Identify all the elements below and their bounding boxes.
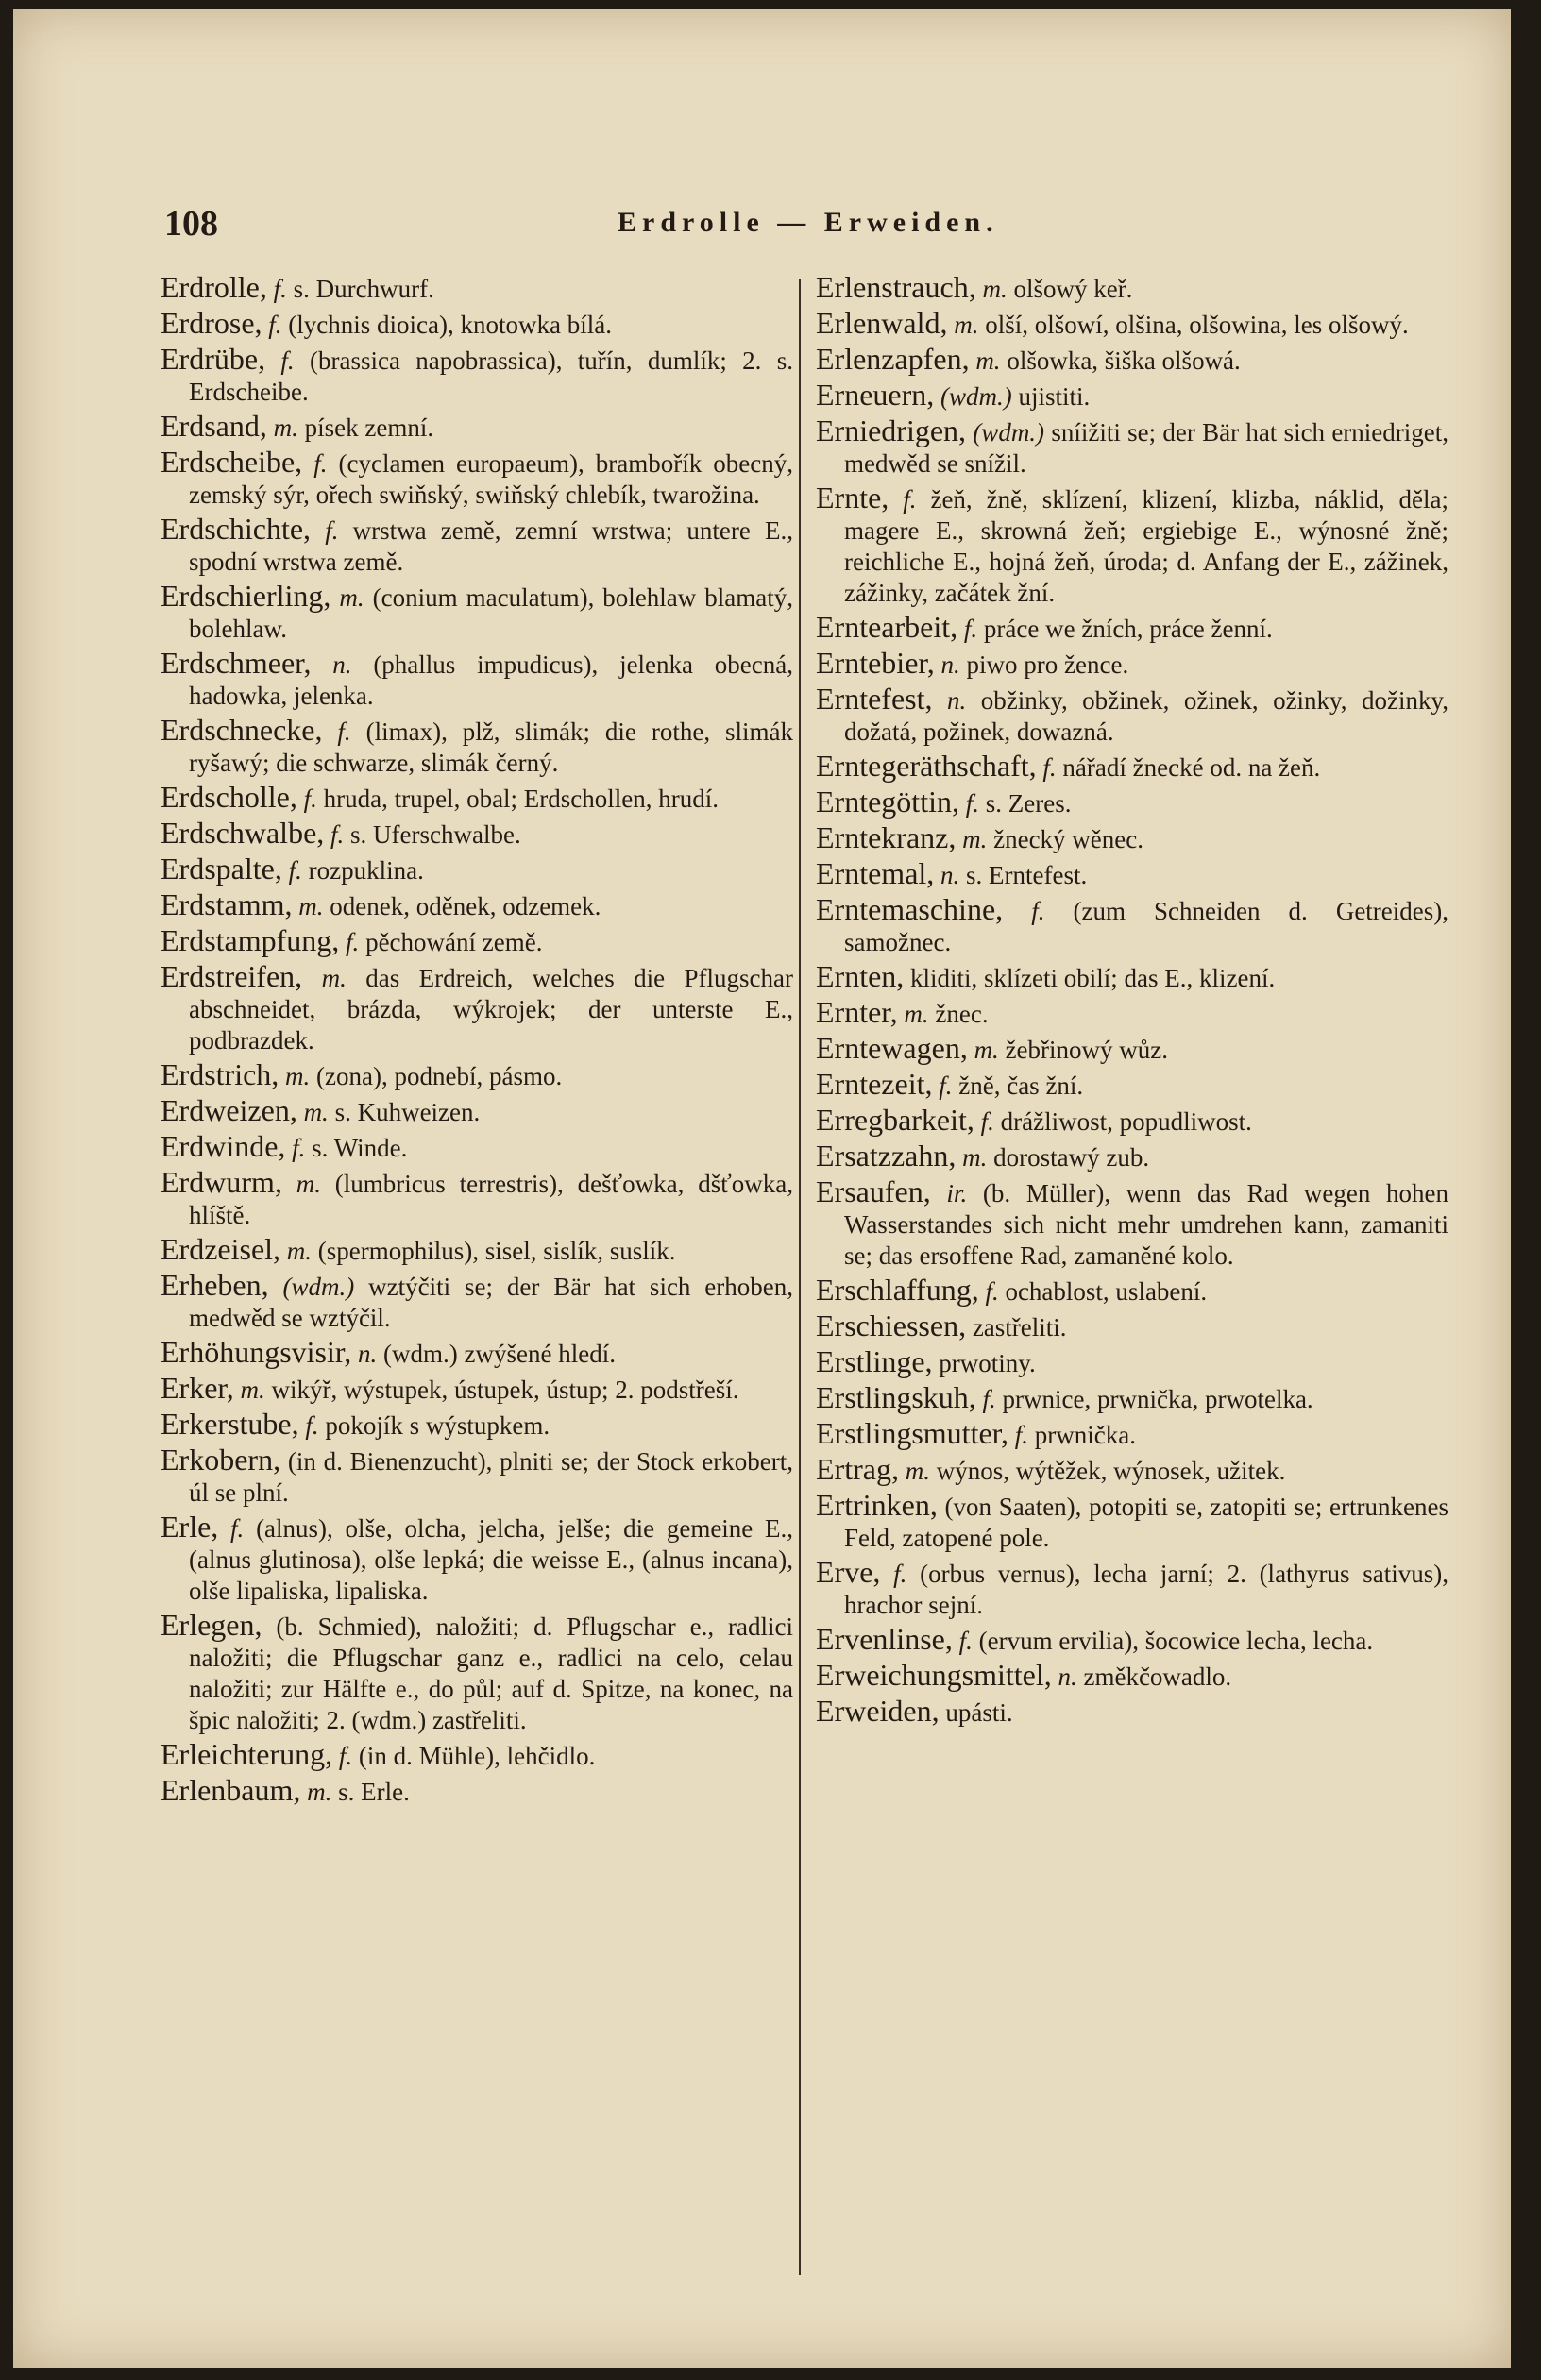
entry-definition: s. Erntefest.: [966, 861, 1088, 889]
entry-grammar: m.: [273, 414, 298, 442]
dictionary-entry: [161, 1059, 793, 1092]
dictionary-entry: [161, 782, 793, 815]
dictionary-entry: [816, 308, 1448, 341]
dictionary-entry: [161, 344, 793, 408]
entry-headword: Erdschmeer,: [161, 646, 312, 680]
entry-headword: Erdwinde,: [161, 1129, 286, 1163]
entry-grammar: (wdm.): [973, 418, 1045, 447]
entry-grammar: f.: [982, 1385, 996, 1413]
entry-definition: s. Erle.: [338, 1778, 410, 1806]
entry-grammar: n.: [1058, 1663, 1077, 1691]
entry-grammar: m.: [321, 964, 347, 992]
entry-grammar: f.: [346, 928, 360, 956]
dictionary-entry: [816, 751, 1448, 784]
entry-definition: kliditi, sklízeti obilí; das E., klizení.: [910, 964, 1276, 992]
dictionary-entry: [161, 1234, 793, 1267]
dictionary-entry: [816, 684, 1448, 748]
dictionary-entry: [161, 715, 793, 779]
entry-headword: Erdspalte,: [161, 852, 282, 886]
entry-headword: Erheben,: [161, 1268, 269, 1302]
entry-headword: Erker,: [161, 1371, 234, 1405]
entry-headword: Erdscheibe,: [161, 445, 303, 479]
entry-definition: (brassica napobrassica), tuřín, dumlík; 2. s. Erdscheibe.: [189, 346, 793, 406]
entry-grammar: m.: [975, 346, 1001, 375]
entry-grammar: m.: [296, 1170, 321, 1198]
entry-headword: Erlenstrauch,: [816, 270, 976, 304]
entry-headword: Erntebier,: [816, 646, 935, 680]
entry-headword: Ertrag,: [816, 1452, 899, 1486]
dictionary-entry: [816, 1454, 1448, 1487]
entry-definition: s. Winde.: [312, 1134, 408, 1162]
page-header: [13, 203, 1511, 260]
entry-headword: Erschlaffung,: [816, 1273, 979, 1307]
dictionary-entry: [161, 1373, 793, 1406]
entry-headword: Erkobern,: [161, 1443, 281, 1477]
entry-headword: Erdschwalbe,: [161, 816, 325, 850]
entry-definition: (limax), plž, slimák; die rothe, slimák ryšawý; die schwarze, slimák černý.: [189, 717, 794, 777]
entry-headword: Erntemal,: [816, 856, 935, 890]
entry-grammar: f.: [985, 1277, 999, 1306]
entry-headword: Erdrolle,: [161, 270, 267, 304]
entry-grammar: f.: [980, 1107, 994, 1136]
entry-headword: Erntearbeit,: [816, 610, 958, 644]
entry-definition: (in d. Mühle), lehčidlo.: [358, 1742, 596, 1770]
entry-definition: odenek, oděnek, odzemek.: [330, 892, 601, 920]
dictionary-entry: [161, 1095, 793, 1128]
dictionary-entry: [816, 858, 1448, 891]
entry-definition: žebřinowý wůz.: [1005, 1036, 1169, 1064]
dictionary-entry: [816, 415, 1448, 480]
entry-headword: Erweichungsmittel,: [816, 1658, 1052, 1692]
entry-definition: s. Durchwurf.: [293, 275, 434, 303]
entry-headword: Ertrinken,: [816, 1488, 938, 1522]
entry-grammar: m.: [905, 1457, 930, 1485]
entry-grammar: f.: [303, 785, 317, 813]
dictionary-entry: [161, 1739, 793, 1772]
dictionary-entry: [161, 1337, 793, 1370]
dictionary-entry: [816, 380, 1448, 413]
dictionary-entry: [816, 822, 1448, 855]
entry-grammar: f.: [280, 346, 295, 375]
dictionary-entry: [161, 1610, 793, 1736]
entry-headword: Erntemaschine,: [816, 892, 1004, 926]
entry-headword: Erlegen,: [161, 1608, 262, 1642]
entry-grammar: (wdm.): [940, 382, 1012, 411]
entry-definition: nářadí žnecké od. na žeň.: [1062, 753, 1321, 782]
dictionary-entry: [816, 612, 1448, 645]
entry-grammar: f.: [893, 1560, 907, 1588]
entry-definition: (in d. Bienenzucht), plniti se; der Stock erkobert, úl se plní.: [189, 1447, 794, 1507]
entry-definition: písek zemní.: [304, 414, 434, 442]
dictionary-entry: [816, 1660, 1448, 1693]
entry-definition: (spermophilus), sisel, sislík, suslík.: [317, 1237, 676, 1265]
entry-definition: (zum Schneiden d. Getreides), samožnec.: [844, 897, 1449, 956]
entry-headword: Erve,: [816, 1555, 881, 1589]
dictionary-entry: [816, 1418, 1448, 1451]
entry-headword: Erdstamm,: [161, 887, 293, 921]
entry-definition: piwo pro žence.: [966, 650, 1129, 679]
entry-headword: Erstlingsmutter,: [816, 1416, 1009, 1450]
entry-grammar: f.: [230, 1514, 245, 1543]
entry-definition: (zona), podnebí, pásmo.: [316, 1062, 563, 1090]
entry-grammar: m.: [904, 1000, 929, 1028]
entry-headword: Erhöhungsvisir,: [161, 1335, 352, 1369]
entry-definition: prwnice, prwnička, prwotelka.: [1002, 1385, 1313, 1413]
dictionary-entry: [161, 889, 793, 922]
entry-grammar: m.: [285, 1062, 311, 1090]
entry-headword: Ernte,: [816, 481, 889, 515]
dictionary-entry: [161, 1444, 793, 1509]
dictionary-entry: [816, 1490, 1448, 1554]
entry-definition: olší, olšowí, olšina, olšowina, les olšowý.: [985, 311, 1409, 339]
entry-headword: Ernten,: [816, 959, 905, 993]
entry-headword: Erkerstube,: [161, 1407, 299, 1441]
entry-headword: Erdrose,: [161, 306, 262, 340]
entry-grammar: m.: [974, 1036, 999, 1064]
entry-definition: (wdm.) zwýšené hledí.: [383, 1340, 616, 1368]
dictionary-entry: [161, 648, 793, 712]
entry-grammar: f.: [305, 1411, 319, 1440]
entry-grammar: f.: [903, 485, 917, 514]
entry-definition: (ervum ervilia), šocowice lecha, lecha.: [978, 1627, 1374, 1655]
entry-grammar: f.: [965, 789, 979, 818]
entry-definition: (lychnis dioica), knotowka bílá.: [288, 311, 612, 339]
entry-headword: Ersaufen,: [816, 1174, 931, 1208]
left-column: [161, 272, 793, 1811]
dictionary-entry: [161, 411, 793, 444]
entry-headword: Erdwurm,: [161, 1165, 282, 1199]
entry-definition: (cyclamen europaeum), brambořík obecný, zemský sýr, ořech swiňský, swiňský chlebík, twarožina.: [189, 449, 794, 509]
dictionary-entry: [161, 925, 793, 958]
entry-grammar: m.: [962, 1143, 988, 1172]
entry-definition: (lumbricus terrestris), dešťowka, dšťowka, hlíště.: [189, 1170, 794, 1229]
entry-grammar: m.: [307, 1778, 332, 1806]
dictionary-entry: [161, 853, 793, 886]
entry-definition: (alnus), olše, olcha, jelcha, jelše; die gemeine E., (alnus glutinosa), olše lepká; die weisse E., (alnus incana), olše lipaliska, lipaliska.: [189, 1514, 794, 1605]
entry-headword: Erdscholle,: [161, 780, 297, 814]
entry-definition: s. Zeres.: [985, 789, 1072, 818]
entry-definition: wztýčiti se; der Bär hat sich erhoben, medwěd se wztýčil.: [189, 1273, 794, 1332]
entry-grammar: m.: [954, 311, 979, 339]
dictionary-entry: [161, 308, 793, 341]
entry-headword: Erdweizen,: [161, 1093, 297, 1127]
entry-headword: Erntekranz,: [816, 820, 957, 854]
entry-definition: wýnos, wýtěžek, wýnosek, užitek.: [936, 1457, 1286, 1485]
entry-definition: dorostawý zub.: [993, 1143, 1150, 1172]
entry-grammar: f.: [273, 275, 287, 303]
dictionary-page: [13, 9, 1511, 2368]
entry-definition: prwnička.: [1034, 1421, 1137, 1449]
dictionary-entry: [161, 1409, 793, 1442]
entry-definition: žně, čas žní.: [958, 1072, 1084, 1100]
entry-grammar: f.: [1031, 897, 1045, 925]
entry-definition: hruda, trupel, obal; Erdschollen, hrudí.: [323, 785, 720, 813]
entry-definition: wrstwa země, zemní wrstwa; untere E., spodní wrstwa země.: [189, 516, 793, 576]
entry-grammar: m.: [286, 1237, 313, 1265]
entry-headword: Erle,: [161, 1510, 219, 1544]
entry-headword: Erdschnecke,: [161, 713, 323, 747]
dictionary-entry: [816, 961, 1448, 994]
entry-grammar: f.: [939, 1072, 953, 1100]
entry-grammar: n.: [940, 650, 960, 679]
entry-headword: Erstlingskuh,: [816, 1380, 976, 1414]
entry-definition: (phallus impudicus), jelenka obecná, hadowka, jelenka.: [189, 650, 793, 710]
entry-headword: Erschiessen,: [816, 1308, 967, 1342]
entry-headword: Erweiden,: [816, 1694, 940, 1728]
entry-headword: Erdsand,: [161, 409, 267, 443]
entry-headword: Erlenbaum,: [161, 1773, 301, 1807]
entry-definition: zastřeliti.: [972, 1313, 1067, 1342]
entry-definition: s. Uferschwalbe.: [350, 820, 521, 849]
entry-headword: Erstlinge,: [816, 1344, 933, 1378]
entry-grammar: f.: [313, 449, 328, 478]
entry-grammar: m.: [982, 275, 1008, 303]
dictionary-entry: [161, 961, 793, 1056]
entry-grammar: f.: [288, 856, 302, 885]
entry-headword: Erdschierling,: [161, 579, 331, 613]
dictionary-entry: [816, 1310, 1448, 1343]
entry-grammar: f.: [330, 820, 345, 849]
entry-grammar: m.: [303, 1098, 329, 1126]
entry-definition: das Erdreich, welches die Pflugschar abschneidet, brázda, wýkrojek; der unterste E., podbrazdek.: [189, 964, 794, 1055]
entry-grammar: n.: [358, 1340, 378, 1368]
entry-definition: (orbus vernus), lecha jarní; 2. (lathyrus sativus), hrachor sejní.: [844, 1560, 1449, 1619]
entry-definition: (von Saaten), potopiti se, zatopiti se; ertrunkenes Feld, zatopené pole.: [844, 1493, 1449, 1552]
entry-definition: wikýř, wýstupek, ústupek, ústup; 2. podstřeší.: [271, 1376, 739, 1404]
entry-headword: Erneuern,: [816, 378, 935, 412]
entry-headword: Erdstampfung,: [161, 923, 340, 957]
dictionary-entry: [816, 786, 1448, 819]
entry-headword: Ersatzzahn,: [816, 1139, 957, 1173]
entry-definition: žnecký wěnec.: [993, 825, 1144, 853]
dictionary-entry: [816, 1274, 1448, 1308]
entry-grammar: (wdm.): [282, 1273, 355, 1301]
entry-headword: Erntefest,: [816, 682, 933, 716]
entry-grammar: f.: [338, 1742, 353, 1770]
dictionary-entry: [161, 1167, 793, 1231]
entry-grammar: f.: [958, 1627, 973, 1655]
entry-grammar: f.: [268, 311, 282, 339]
entry-definition: pokojík s wýstupkem.: [325, 1411, 550, 1440]
entry-headword: Erdrübe,: [161, 342, 266, 376]
dictionary-entry: [816, 1557, 1448, 1621]
entry-definition: (conium maculatum), bolehlaw blamatý, bolehlaw.: [189, 583, 793, 643]
entry-headword: Erntezeit,: [816, 1067, 933, 1101]
entry-definition: práce we žních, práce ženní.: [983, 615, 1273, 643]
dictionary-entry: [816, 482, 1448, 609]
entry-headword: Erlenzapfen,: [816, 342, 970, 376]
dictionary-entry: [816, 1069, 1448, 1102]
entry-grammar: f.: [1014, 1421, 1029, 1449]
entry-headword: Erlenwald,: [816, 306, 948, 340]
entry-grammar: f.: [292, 1134, 306, 1162]
entry-grammar: f.: [963, 615, 978, 643]
dictionary-entry: [816, 344, 1448, 377]
dictionary-entry: [161, 272, 793, 305]
entry-grammar: m.: [240, 1376, 265, 1404]
dictionary-entry: [816, 1346, 1448, 1379]
dictionary-entry: [161, 1775, 793, 1808]
entry-definition: drážliwost, popudliwost.: [1000, 1107, 1252, 1136]
entry-headword: Erntewagen,: [816, 1031, 968, 1065]
entry-definition: sníižiti se; der Bär hat sich erniedriget, medwěd se snížil.: [844, 418, 1449, 478]
dictionary-entry: [161, 1270, 793, 1334]
dictionary-entry: [816, 1105, 1448, 1138]
dictionary-entry: [816, 1696, 1448, 1729]
entry-headword: Erdstreifen,: [161, 959, 303, 993]
dictionary-entry: [816, 1140, 1448, 1173]
entry-headword: Ernter,: [816, 995, 898, 1029]
dictionary-entry: [816, 894, 1448, 958]
dictionary-entry: [816, 1624, 1448, 1657]
entry-grammar: n.: [940, 861, 960, 889]
entry-definition: upásti.: [945, 1698, 1013, 1727]
dictionary-entry: [816, 648, 1448, 681]
entry-grammar: m.: [962, 825, 988, 853]
entry-headword: Erdschichte,: [161, 512, 312, 546]
dictionary-entry: [816, 1382, 1448, 1415]
dictionary-entry: [161, 447, 793, 511]
entry-definition: (b. Schmied), naložiti; d. Pflugschar e., radlici naložiti; die Pflugschar ganz e., radlici na celo, celau naložiti; zur Hälfte e., do půl; auf d. Spitze, na konec, na špic naložiti; 2. (wdm.) zastřeliti.: [189, 1612, 794, 1734]
entry-grammar: ir.: [946, 1179, 968, 1207]
entry-grammar: f.: [1042, 753, 1057, 782]
entry-grammar: f.: [337, 717, 351, 746]
entry-definition: ujistiti.: [1018, 382, 1091, 411]
entry-definition: prwotiny.: [939, 1349, 1036, 1377]
running-title: Erdrolle — Erweiden.: [618, 207, 999, 238]
entry-headword: Erntegöttin,: [816, 785, 959, 819]
entry-grammar: n.: [332, 650, 352, 679]
page-number: 108: [164, 204, 218, 244]
entry-definition: s. Kuhweizen.: [334, 1098, 481, 1126]
dictionary-entry: [816, 272, 1448, 305]
dictionary-entry: [816, 1176, 1448, 1272]
entry-grammar: n.: [946, 686, 967, 715]
dictionary-entry: [816, 1033, 1448, 1066]
column-divider: [799, 279, 801, 2275]
entry-headword: Ervenlinse,: [816, 1622, 953, 1656]
dictionary-entry: [161, 514, 793, 578]
entry-definition: (b. Müller), wenn das Rad wegen hohen Wasserstandes sich nicht mehr umdrehen kann, zamaniti se; das ersoffene Rad, zamaněné kolo.: [844, 1179, 1448, 1270]
dictionary-entry: [161, 1131, 793, 1164]
entry-definition: olšowý keř.: [1013, 275, 1133, 303]
right-column: [816, 272, 1448, 1731]
entry-headword: Erregbarkeit,: [816, 1103, 974, 1137]
dictionary-entry: [161, 818, 793, 851]
entry-grammar: m.: [339, 583, 364, 612]
entry-definition: žnec.: [935, 1000, 989, 1028]
entry-headword: Erniedrigen,: [816, 414, 967, 447]
entry-definition: rozpuklina.: [308, 856, 424, 885]
dictionary-entry: [816, 997, 1448, 1030]
dictionary-entry: [161, 1511, 793, 1607]
entry-grammar: m.: [298, 892, 324, 920]
entry-definition: ochablost, uslabení.: [1005, 1277, 1208, 1306]
entry-headword: Erdzeisel,: [161, 1232, 281, 1266]
entry-definition: olšowka, šiška olšowá.: [1007, 346, 1241, 375]
entry-definition: žeň, žně, sklízení, klizení, klizba, náklid, děla; magere E., skrowná žeň; ergiebige E., wýnosné žně; reichliche E., hojná žeň, úroda; d. Anfang der E., zážinek, zážinky, začátek žní.: [844, 485, 1448, 607]
entry-headword: Erleichterung,: [161, 1737, 333, 1771]
entry-headword: Erntegeräthschaft,: [816, 749, 1037, 783]
entry-grammar: f.: [325, 516, 339, 545]
entry-definition: pěchowání země.: [365, 928, 543, 956]
entry-headword: Erdstrich,: [161, 1057, 279, 1091]
entry-definition: obžinky, obžinek, ožinek, ožinky, dožinky, dožatá, požinek, dowazná.: [844, 686, 1449, 746]
dictionary-entry: [161, 581, 793, 645]
entry-definition: změkčowadlo.: [1083, 1663, 1232, 1691]
